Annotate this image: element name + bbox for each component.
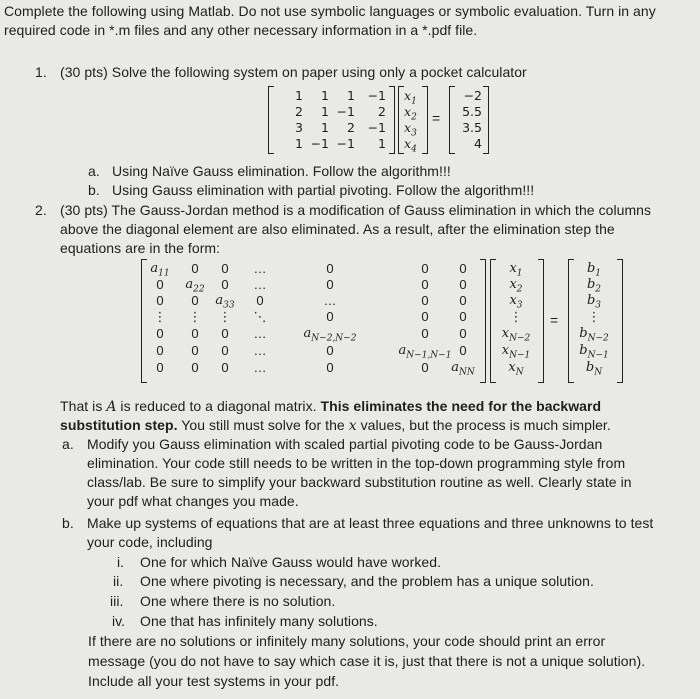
matrix-cell: −1: [367, 120, 386, 135]
q2-line-2: above the diagonal element are also eliminated. As a result, after the elimination step the: [60, 221, 615, 237]
sub-item-text: One for which Naïve Gauss would have worked.: [140, 554, 442, 570]
b-vector-entry: $b_{N-1}$: [579, 343, 609, 361]
diag-cell: 0: [421, 326, 429, 341]
matrix-cell: −1: [367, 88, 386, 103]
diag-cell: ⋮: [188, 309, 202, 324]
matrix-left-bracket: [268, 86, 274, 154]
matrix-cell: −1: [336, 104, 355, 119]
rhs-right-bracket: [483, 86, 489, 154]
after1-var: A: [106, 399, 117, 415]
diag-cell: 0: [459, 343, 467, 358]
diag-cell: $a_{NN}$: [451, 360, 475, 378]
b-vector-entry: $b_{N-2}$: [579, 326, 609, 344]
matrix-cell: 1: [295, 88, 303, 103]
diag-cell: 0: [156, 326, 164, 341]
diag-cell: …: [323, 293, 337, 308]
matrix-cell: 3: [295, 120, 303, 135]
q2-equals: =: [550, 312, 559, 328]
rhs-entry: −2: [463, 88, 482, 103]
diag-cell: 0: [421, 277, 429, 292]
b-vector-entry: $b_N$: [585, 360, 603, 378]
diag-cell: 0: [421, 360, 429, 375]
x-vector-entry: $x_N$: [508, 360, 524, 378]
diag-cell: …: [253, 326, 267, 341]
diag-cell: 0: [326, 360, 334, 375]
sub-item-text: One that has infinitely many solutions.: [140, 613, 378, 629]
intro-line-2: required code in *.m files and any other necessary information in a *.pdf file.: [4, 22, 478, 38]
q2-a-line-4: your pdf what changes you made.: [87, 493, 299, 509]
q1-a-text: Using Naïve Gauss elimination. Follow the algorithm!!!: [112, 163, 451, 179]
diag-cell: …: [253, 360, 267, 375]
diag-cell: 0: [256, 293, 264, 308]
diag-cell: 0: [326, 261, 334, 276]
sub-item-label: ii.: [113, 573, 124, 589]
diag-cell: 0: [326, 309, 334, 324]
matrix-cell: 1: [321, 88, 329, 103]
sub-item-text: One where there is no solution.: [140, 593, 336, 609]
diag-cell: 0: [459, 326, 467, 341]
diag-cell: 0: [156, 360, 164, 375]
matrix-right-bracket: [389, 86, 395, 154]
q2-after-line-1: [60, 398, 601, 415]
diag-cell: 0: [459, 293, 467, 308]
closing-line-1: If there are no solutions or infinitely many solutions, your code should print an error: [88, 633, 606, 649]
q2-b-line-1: Make up systems of equations that are at least three equations and three unknowns to test: [87, 515, 654, 531]
after1-bold: This eliminates the need for the backward: [320, 398, 602, 414]
diag-cell: 0: [221, 277, 229, 292]
diag-cell: 0: [326, 343, 334, 358]
unknown-entry: $x_2$: [404, 104, 417, 123]
diag-cell: 0: [459, 261, 467, 276]
diag-cell: 0: [221, 261, 229, 276]
q2-line-3: equations are in the form:: [60, 240, 221, 256]
matrix-cell: 1: [295, 136, 303, 151]
x-vector-entry: $x_2$: [509, 277, 523, 295]
matrix-cell: 2: [347, 120, 355, 135]
after2-text-b: values, but the process is much simpler.: [356, 417, 611, 433]
matrix-cell: 1: [321, 104, 329, 119]
xvec-right-bracket: [538, 259, 544, 383]
after1-text-b: is reduced to a diagonal matrix.: [116, 398, 321, 414]
diag-cell: 0: [459, 309, 467, 324]
diag-cell: ⋱: [253, 309, 267, 324]
q2-line-1: (30 pts) The Gauss-Jordan method is a modification of Gauss elimination in which the columns: [60, 202, 652, 218]
matrix-cell: 1: [378, 136, 386, 151]
matrix-cell: 2: [295, 104, 303, 119]
q1-a-label: a.: [88, 163, 100, 179]
unknown-entry: $x_4$: [404, 136, 417, 155]
diag-cell: 0: [221, 360, 229, 375]
q2-a-line-3: class/lab. Be sure to simplify your backward substitution routine as well. Clearly state in: [87, 474, 632, 490]
x-vector-entry: $x_{N-2}$: [501, 326, 531, 344]
matrix-cell: 2: [378, 104, 386, 119]
matrix-cell: −1: [336, 136, 355, 151]
diag-cell: 0: [421, 309, 429, 324]
diag-right-bracket: [480, 259, 486, 383]
sub-item-text: One where pivoting is necessary, and the problem has a unique solution.: [140, 573, 594, 589]
closing-line-2: message (you do not have to say which case it is, just that there is not a unique solution).: [88, 653, 646, 669]
diag-cell: $a_{N-2,N-2}$: [303, 326, 357, 344]
q1-number: 1.: [35, 64, 47, 80]
diag-cell: ⋮: [153, 309, 167, 324]
q2-b-label: b.: [62, 515, 74, 531]
unknown-right-bracket: [422, 86, 428, 154]
q2-after-line-2: [60, 417, 611, 434]
diag-cell: 0: [221, 343, 229, 358]
diag-cell: 0: [326, 277, 334, 292]
after1-text-a: That is: [60, 398, 107, 414]
matrix-cell: 1: [347, 88, 355, 103]
diag-cell: 0: [221, 326, 229, 341]
bvec-right-bracket: [617, 259, 623, 383]
intro-line-1: Complete the following using Matlab. Do not use symbolic languages or symbolic evaluation. Turn in any: [4, 3, 656, 19]
after2-var: x: [348, 418, 357, 434]
diag-cell: $a_{N-1,N-1}$: [398, 343, 452, 361]
rhs-entry: 4: [474, 136, 482, 151]
q2-a-line-1: Modify you Gauss elimination with scaled partial pivoting code to be Gauss-Jordan: [87, 436, 603, 452]
after2-text-a: You still must solve for the: [177, 417, 349, 433]
diag-cell: 0: [191, 326, 199, 341]
diag-cell: 0: [191, 261, 199, 276]
b-vector-entry: $b_1$: [586, 261, 602, 279]
diag-cell: 0: [156, 293, 164, 308]
diag-cell: $a_{22}$: [185, 277, 205, 295]
diag-cell: …: [253, 343, 267, 358]
diag-cell: 0: [421, 261, 429, 276]
diag-cell: 0: [156, 277, 164, 292]
q1-b-label: b.: [88, 182, 100, 198]
diag-cell: 0: [191, 360, 199, 375]
diag-cell: 0: [156, 343, 164, 358]
x-vector-entry: ⋮: [509, 309, 523, 324]
diag-cell: …: [253, 261, 267, 276]
q1-equals: =: [432, 110, 441, 126]
diag-cell: …: [253, 277, 267, 292]
diag-cell: $a_{33}$: [215, 293, 235, 311]
sub-item-label: iv.: [112, 613, 126, 629]
matrix-cell: −1: [310, 136, 329, 151]
diag-left-bracket: [141, 259, 147, 383]
rhs-entry: 5.5: [462, 104, 482, 119]
q2-a-line-2: elimination. Your code still needs to be written in the top-down programming style from: [87, 455, 626, 471]
unknown-entry: $x_3$: [404, 120, 417, 139]
after2-bold: substitution step.: [60, 417, 178, 433]
b-vector-entry: ⋮: [587, 309, 601, 324]
matrix-cell: 1: [321, 120, 329, 135]
x-vector-entry: $x_1$: [509, 261, 523, 279]
q2-b-line-2: your code, including: [87, 534, 213, 550]
q2-number: 2.: [35, 202, 47, 218]
b-vector-entry: $b_3$: [586, 293, 602, 311]
diag-cell: 0: [191, 343, 199, 358]
diag-cell: $a_{11}$: [150, 261, 170, 279]
diag-cell: 0: [421, 293, 429, 308]
x-vector-entry: $x_3$: [509, 293, 523, 311]
x-vector-entry: $x_{N-1}$: [501, 343, 531, 361]
sub-item-label: i.: [117, 554, 125, 570]
b-vector-entry: $b_2$: [586, 277, 602, 295]
diag-cell: 0: [191, 293, 199, 308]
rhs-entry: 3.5: [462, 120, 482, 135]
q2-a-label: a.: [62, 436, 74, 452]
diag-cell: ⋮: [218, 309, 232, 324]
unknown-entry: $x_1$: [404, 88, 417, 107]
diag-cell: 0: [459, 277, 467, 292]
sub-item-label: iii.: [110, 593, 124, 609]
q1-b-text: Using Gauss elimination with partial pivoting. Follow the algorithm!!!: [112, 182, 535, 198]
q1-text: (30 pts) Solve the following system on paper using only a pocket calculator: [60, 64, 527, 80]
closing-line-3: Include all your test systems in your pdf.: [88, 673, 340, 689]
